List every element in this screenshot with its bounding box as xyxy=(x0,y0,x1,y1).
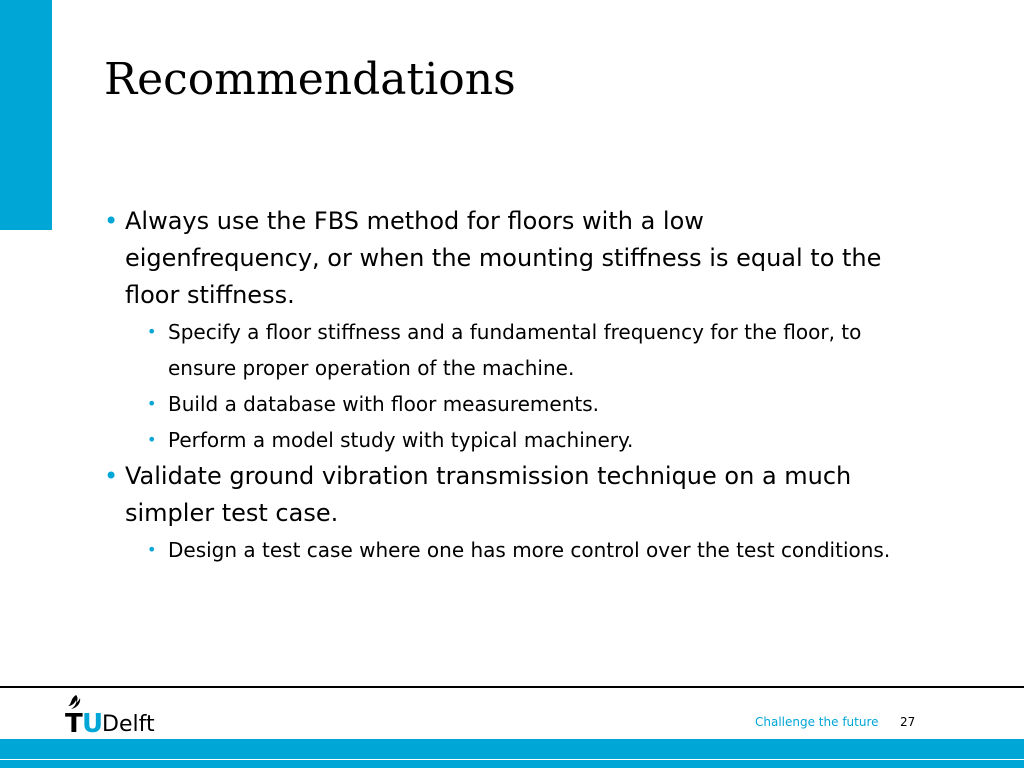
logo-letter-t: T xyxy=(65,709,83,736)
sub-bullet-item xyxy=(125,314,904,386)
sub-bullet-item xyxy=(125,422,904,458)
bullet-item xyxy=(104,203,904,458)
sub-bullet-dot-icon: • xyxy=(147,540,157,559)
footer-tagline: Challenge the future xyxy=(755,715,879,729)
sub-bullet-item xyxy=(125,532,904,568)
bullet-text: Validate ground vibration transmission technique on a much simpler test case. xyxy=(125,462,852,527)
bullet-text: Always use the FBS method for floors with a low eigenfrequency, or when the mounting stiffness is equal to the floor stiffness. xyxy=(125,207,882,309)
bottom-accent-band xyxy=(0,739,1024,768)
slide-title: Recommendations xyxy=(104,54,516,105)
sub-bullet-dot-icon: • xyxy=(147,430,157,449)
sub-bullet-dot-icon: • xyxy=(147,322,157,341)
bottom-band-line xyxy=(0,759,1024,760)
bullet-item xyxy=(104,458,904,568)
logo-word-delft: Delft xyxy=(102,712,155,736)
sub-bullet-text: Design a test case where one has more control over the test conditions. xyxy=(168,538,891,562)
sub-bullet-list xyxy=(125,532,904,568)
bullet-dot-icon: • xyxy=(104,462,119,490)
accent-bar xyxy=(0,0,52,230)
logo-letter-u: U xyxy=(82,709,104,736)
sub-bullet-text: Build a database with floor measurements. xyxy=(168,392,600,416)
sub-bullet-text: Perform a model study with typical machinery. xyxy=(168,428,634,452)
sub-bullet-list xyxy=(125,314,904,458)
flame-icon xyxy=(68,695,80,709)
page-number: 27 xyxy=(900,715,916,729)
tu-delft-logo-icon xyxy=(62,692,172,736)
sub-bullet-dot-icon: • xyxy=(147,394,157,413)
sub-bullet-text: Specify a floor stiffness and a fundamental frequency for the floor, to ensure proper operation of the machine. xyxy=(168,320,862,380)
bullet-list xyxy=(104,203,904,568)
sub-bullet-item xyxy=(125,386,904,422)
footer-divider xyxy=(0,686,1024,688)
bullet-dot-icon: • xyxy=(104,207,119,235)
